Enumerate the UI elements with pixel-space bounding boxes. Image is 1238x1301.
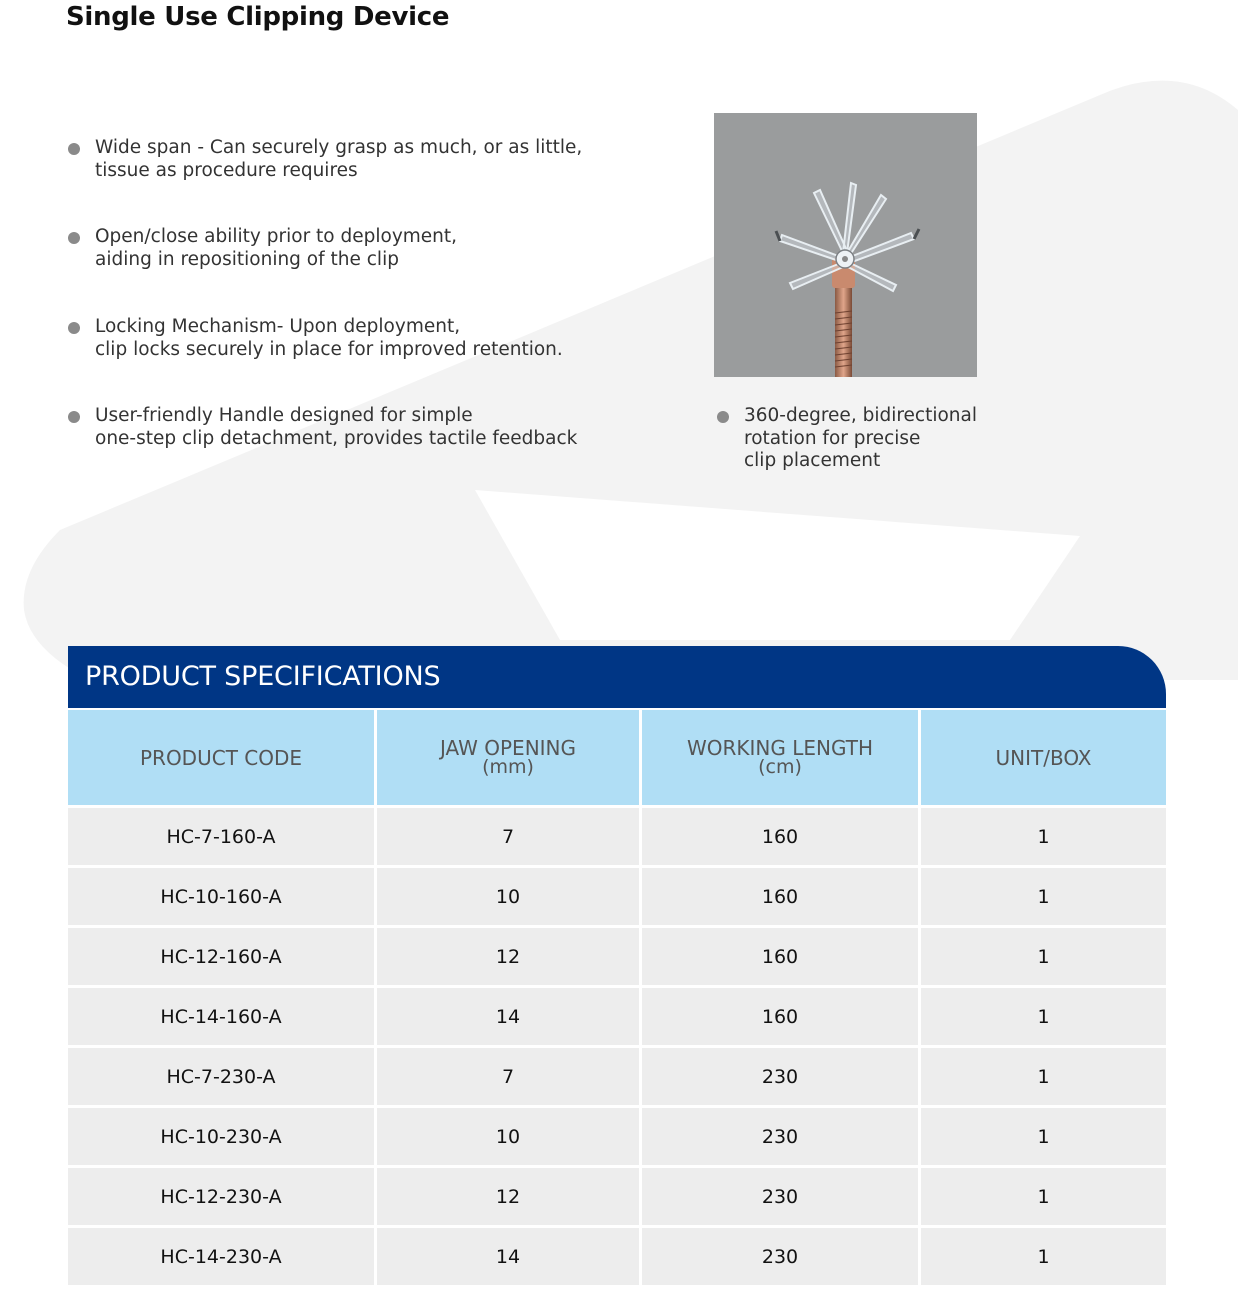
feature-item-wide-span [68, 137, 582, 182]
column-header-unit-box [921, 710, 1166, 808]
page-title: Single Use Clipping Device [66, 2, 450, 32]
table-row [68, 1168, 1166, 1228]
column-unit: (mm) [482, 756, 534, 778]
cell-jaw-opening: 14 [377, 988, 642, 1048]
column-label: PRODUCT CODE [139, 745, 303, 770]
table-header-row [68, 710, 1166, 808]
table-row [68, 928, 1166, 988]
feature-item-open-close [68, 226, 457, 271]
cell-working-length: 230 [642, 1108, 921, 1168]
feature-line: 360-degree, bidirectional [744, 405, 978, 426]
cell-product-code: HC-10-230-A [68, 1108, 377, 1168]
cell-unit-box: 1 [921, 868, 1166, 928]
cell-jaw-opening: 7 [377, 1048, 642, 1108]
column-header-product-code [68, 710, 377, 808]
column-label: WORKING LENGTH [686, 736, 874, 760]
feature-line: clip locks securely in place for improved retention. [95, 338, 563, 360]
cell-product-code: HC-7-230-A [68, 1048, 377, 1108]
table-row [68, 808, 1166, 868]
cell-product-code: HC-14-160-A [68, 988, 377, 1048]
table-row [68, 1048, 1166, 1108]
cell-working-length: 160 [642, 988, 921, 1048]
cell-unit-box: 1 [921, 988, 1166, 1048]
cell-working-length: 230 [642, 1048, 921, 1108]
bullet-icon [68, 232, 80, 244]
cell-jaw-opening: 10 [377, 868, 642, 928]
cell-jaw-opening: 12 [377, 1168, 642, 1228]
table-row [68, 1228, 1166, 1288]
column-header-working-length [642, 710, 921, 808]
cell-product-code: HC-12-160-A [68, 928, 377, 988]
spec-heading: PRODUCT SPECIFICATIONS [85, 661, 441, 692]
feature-line: aiding in repositioning of the clip [95, 248, 399, 270]
column-unit: (cm) [758, 756, 802, 778]
feature-line: Locking Mechanism- Upon deployment, [95, 316, 461, 337]
spec-table [68, 710, 1166, 1288]
feature-line: tissue as procedure requires [95, 159, 358, 181]
feature-line: Open/close ability prior to deployment, [95, 226, 458, 247]
feature-line: Wide span - Can securely grasp as much, or as little, [95, 137, 583, 158]
cell-working-length: 160 [642, 868, 921, 928]
feature-line: one-step clip detachment, provides tactile feedback [95, 427, 578, 449]
feature-line: clip placement [744, 450, 881, 471]
cell-working-length: 160 [642, 928, 921, 988]
cell-working-length: 160 [642, 808, 921, 868]
bullet-icon [68, 411, 80, 423]
cell-unit-box: 1 [921, 1108, 1166, 1168]
cell-working-length: 230 [642, 1228, 921, 1288]
table-row [68, 988, 1166, 1048]
feature-line: rotation for precise [744, 427, 921, 449]
feature-item-locking [68, 316, 563, 361]
table-row [68, 868, 1166, 928]
cell-unit-box: 1 [921, 1048, 1166, 1108]
cell-unit-box: 1 [921, 808, 1166, 868]
feature-item-rotation [717, 405, 977, 473]
cell-unit-box: 1 [921, 1168, 1166, 1228]
product-image [714, 113, 977, 377]
column-label: UNIT/BOX [995, 745, 1092, 770]
cell-unit-box: 1 [921, 928, 1166, 988]
table-row [68, 1108, 1166, 1168]
column-label: JAW OPENING [439, 736, 577, 760]
spec-header-bar [68, 646, 1166, 708]
cell-product-code: HC-10-160-A [68, 868, 377, 928]
cell-product-code: HC-12-230-A [68, 1168, 377, 1228]
cell-jaw-opening: 10 [377, 1108, 642, 1168]
cell-product-code: HC-14-230-A [68, 1228, 377, 1288]
column-header-jaw-opening [377, 710, 642, 808]
feature-item-handle [68, 405, 577, 450]
bullet-icon [68, 143, 80, 155]
bullet-icon [717, 411, 729, 423]
bullet-icon [68, 322, 80, 334]
feature-line: User-friendly Handle designed for simple [95, 405, 473, 426]
cell-jaw-opening: 7 [377, 808, 642, 868]
cell-working-length: 230 [642, 1168, 921, 1228]
cell-jaw-opening: 14 [377, 1228, 642, 1288]
cell-jaw-opening: 12 [377, 928, 642, 988]
cell-product-code: HC-7-160-A [68, 808, 377, 868]
cell-unit-box: 1 [921, 1228, 1166, 1288]
